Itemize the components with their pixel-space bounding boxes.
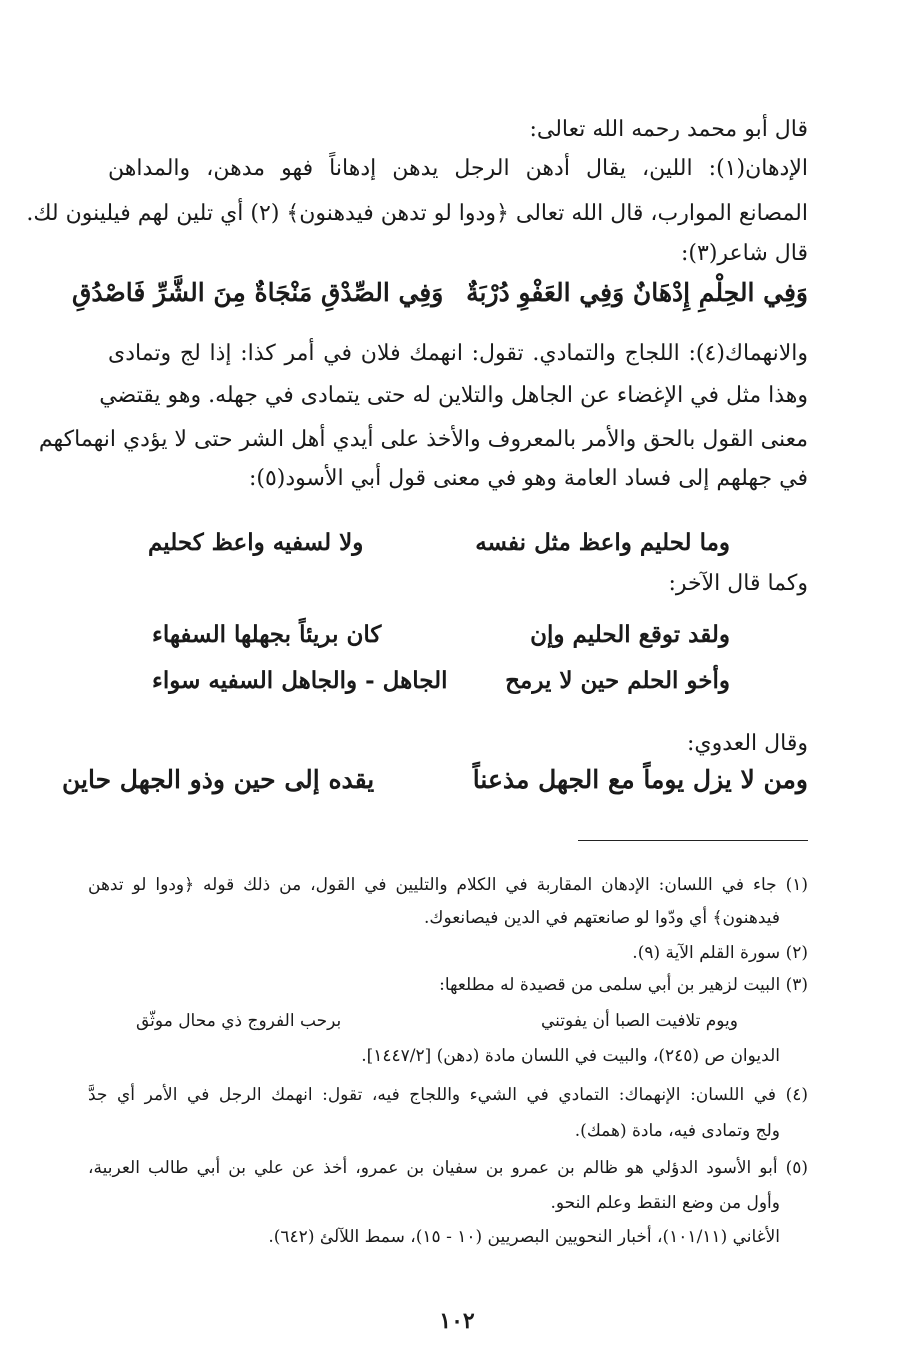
paragraph-1-line-2: المصانع الموارب، قال الله تعالى ﴿ودوا لو تدهن فيدهنون﴾ (٢) أي تلين لهم فيلينون لك.	[26, 201, 808, 226]
paragraph-2-line-4: في جهلهم إلى فساد العامة وهو في معنى قول أبي الأسود(٥):	[248, 466, 808, 491]
verse-3a-second-hemistich: كان بريئاً بجهلها السفهاء	[152, 621, 382, 648]
footnote-3-verse-first: ويوم تلافيت الصبا أن يفوتني	[541, 1011, 738, 1031]
verse-4-second-hemistich: يقده إلى حين وذو الجهل حاين	[62, 765, 375, 794]
paragraph-2-line-3: معنى القول بالحق والأمر بالمعروف والأخذ على أيدي أهل الشر حتى لا يؤدي انهماكهم	[38, 427, 808, 452]
paragraph-1-line-3: قال شاعر(٣):	[680, 241, 808, 266]
verse-3b-second-hemistich: الجاهل - والجاهل السفيه سواء	[152, 667, 448, 694]
adawi-line: وقال العدوي:	[686, 731, 808, 756]
footnote-5-line-3: الأغاني (١٠١/١١)، أخبار النحويين البصريين (١٠ - ١٥)، سمط اللآلئ (٦٤٢).	[268, 1227, 780, 1247]
page-number: ١٠٢	[439, 1308, 475, 1334]
footnote-1-line-1: (١) جاء في اللسان: الإدهان المقاربة في الكلام والتليين في القول، من ذلك قوله ﴿ودوا لو تدهن	[88, 875, 808, 895]
footnote-separator	[578, 840, 808, 841]
footnote-3: (٣) البيت لزهير بن أبي سلمى من قصيدة له مطلعها:	[439, 975, 808, 995]
footnote-2: (٢) سورة القلم الآية (٩).	[632, 943, 808, 963]
paragraph-2-line-1: والانهماك(٤): اللجاج والتمادي. تقول: انهمك فلان في أمر كذا: إذا لج وتمادى	[108, 341, 808, 366]
footnote-5-line-1: (٥) أبو الأسود الدؤلي هو ظالم بن عمرو بن سفيان بن عمرو، أخذ عن علي بن أبي طالب العربية،	[88, 1158, 808, 1178]
footnote-4-line-2: ولج وتمادى فيه، مادة (همك).	[574, 1121, 780, 1141]
verse-1-second-hemistich: وَفِي الصِّدْقِ مَنْجَاةٌ مِنَ الشَّرِّ فَاصْدُقِ	[72, 278, 444, 307]
footnote-3-verse-second: برحب الفروج ذي محال موثّق	[136, 1011, 342, 1031]
intro-line: قال أبو محمد رحمه الله تعالى:	[529, 117, 808, 142]
footnote-3-source: الديوان ص (٢٤٥)، والبيت في اللسان مادة (دهن) [١٤٤٧/٢].	[361, 1046, 780, 1066]
kama-line: وكما قال الآخر:	[668, 571, 808, 596]
footnote-5-line-2: وأول من وضع النقط وعلم النحو.	[550, 1193, 780, 1213]
footnote-4-line-1: (٤) في اللسان: الإنهماك: التمادي في الشيء واللجاج فيه، تقول: انهمك الرجل في الأمر أي جدَّ	[88, 1085, 808, 1105]
paragraph-2-line-2: وهذا مثل في الإغضاء عن الجاهل والتلاين له حتى يتمادى في جهله. وهو يقتضي	[99, 383, 808, 408]
verse-3a-first-hemistich: ولقد توقع الحليم وإن	[530, 621, 730, 648]
verse-1-first-hemistich: وَفِي الحِلْمِ إِدْهَانٌ وَفِي العَفْوِ دُرْبَةٌ	[466, 278, 808, 307]
verse-4-first-hemistich: ومن لا يزل يوماً مع الجهل مذعناً	[472, 765, 808, 794]
footnote-1-line-2: فيدهنون﴾ أي ودّوا لو صانعتهم في الدين فيصانعوك.	[424, 908, 780, 928]
verse-2-second-hemistich: ولا لسفيه واعظ كحليم	[148, 529, 364, 556]
verse-2-first-hemistich: وما لحليم واعظ مثل نفسه	[475, 529, 730, 556]
paragraph-1-line-1: الإدهان(١): اللين، يقال أدهن الرجل يدهن إدهاناً فهو مدهن، والمداهن	[108, 156, 808, 181]
verse-3b-first-hemistich: وأخو الحلم حين لا يرمح	[505, 667, 730, 694]
